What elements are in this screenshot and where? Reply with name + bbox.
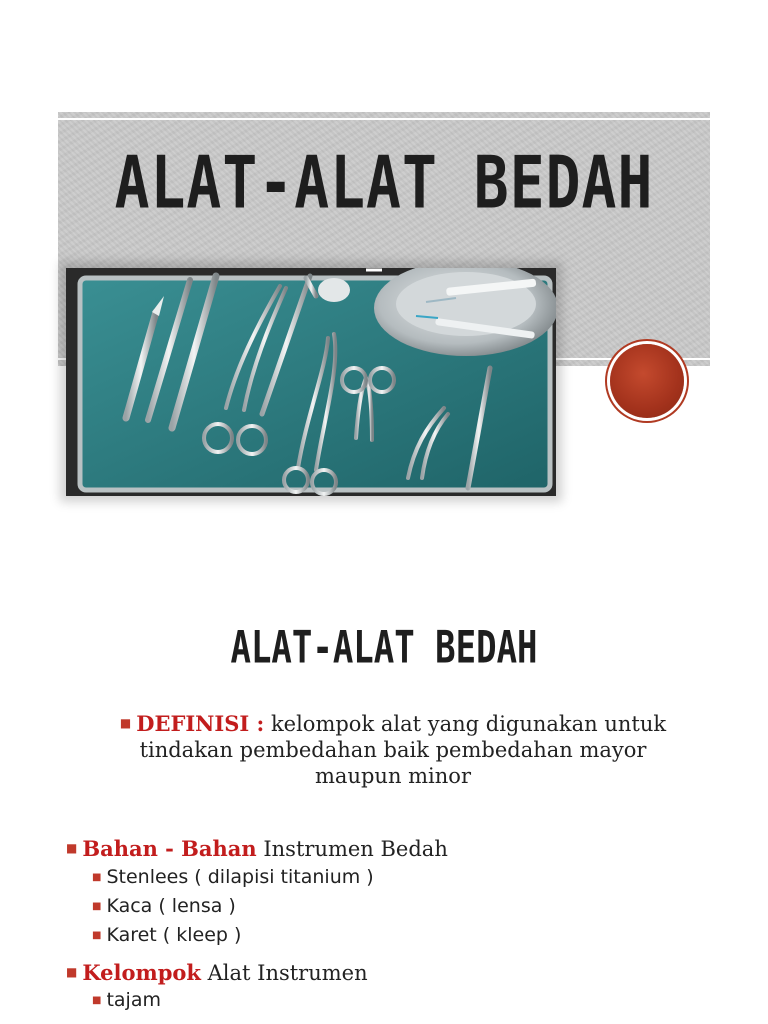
square-bullet-icon: ■: [92, 872, 102, 883]
list-item: ■ Stenlees ( dilapisi titanium ): [92, 866, 374, 888]
definition-line-2: tindakan pembedahan baik pembedahan mayor: [139, 738, 647, 762]
kelompok-label: Kelompok: [82, 960, 201, 985]
kelompok-heading: [66, 959, 368, 986]
bahan-heading: [66, 835, 448, 862]
bahan-text: Instrumen Bedah: [256, 837, 448, 861]
list-item: ■ Karet ( kleep ): [92, 924, 242, 946]
square-bullet-icon: ■: [92, 995, 102, 1006]
surgical-instruments-photo: [66, 268, 556, 496]
list-item: ■ tajam: [92, 989, 161, 1011]
slide-1-title: ALAT-ALAT BEDAH: [114, 140, 654, 225]
bahan-label: Bahan - Bahan: [82, 836, 257, 861]
definition-label: DEFINISI :: [136, 711, 265, 736]
square-bullet-icon: ■: [66, 841, 78, 855]
definition-line-1: [88, 710, 698, 737]
band-divider-top: [58, 118, 710, 120]
kelompok-text: Alat Instrumen: [200, 961, 368, 985]
decorative-red-circle: [610, 344, 684, 418]
slide-2-title: ALAT-ALAT BEDAH: [230, 622, 538, 674]
square-bullet-icon: ■: [92, 901, 102, 912]
square-bullet-icon: ■: [119, 716, 132, 730]
square-bullet-icon: ■: [66, 965, 78, 979]
definition-line-3: maupun minor: [315, 764, 471, 788]
square-bullet-icon: ■: [92, 930, 102, 941]
list-item: ■ Kaca ( lensa ): [92, 895, 236, 917]
definition-block: [88, 710, 698, 789]
definition-text-1: kelompok alat yang digunakan untuk: [264, 712, 667, 736]
